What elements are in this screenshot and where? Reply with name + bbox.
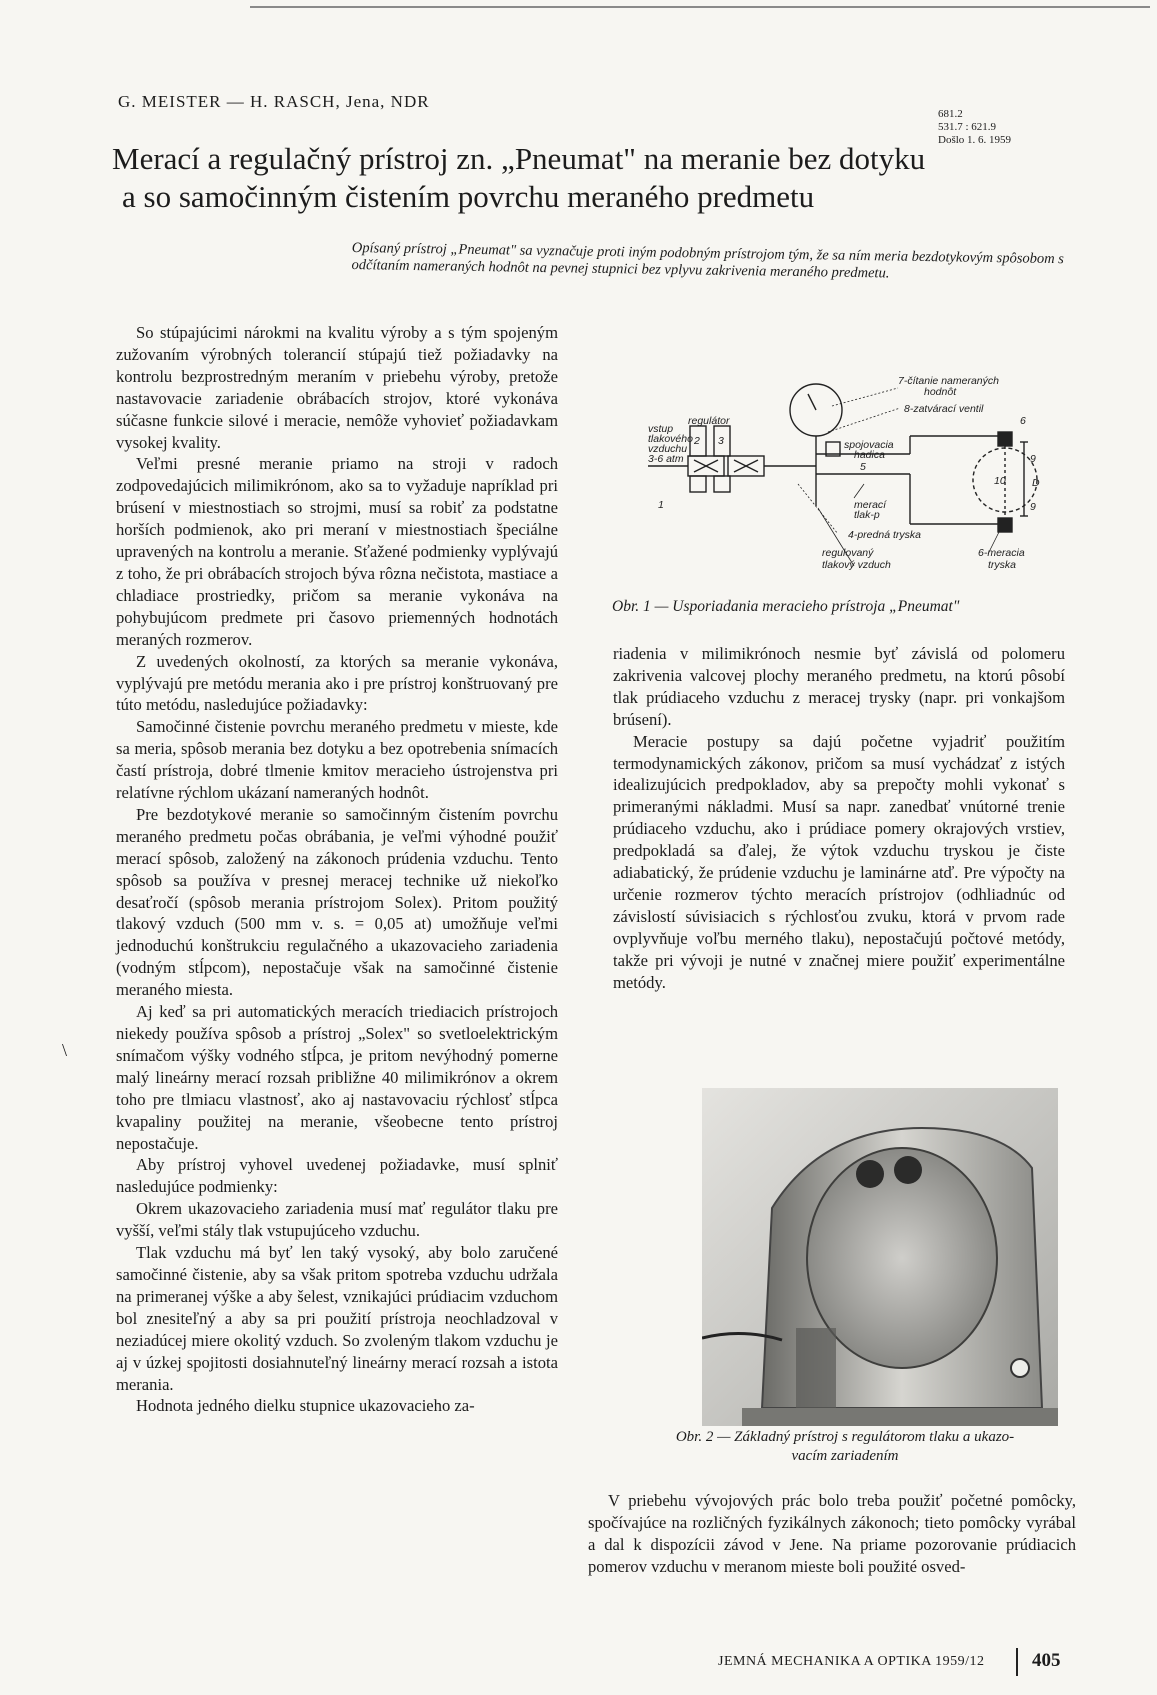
udc-line: 681.2 [938,108,963,120]
paragraph: Aby prístroj vyhovel uvedenej požiadavke, musí splniť nasledujúce podmienky: [116,1155,558,1197]
label-1: 1 [658,499,664,511]
paragraph: Hodnota jedného dielku stupnice ukazovacieho za- [136,1396,475,1416]
figure-2-caption [596,1428,1094,1466]
label-D: D [1032,477,1040,489]
label-3: 3 [718,435,724,447]
label-inlet: tlakového [648,433,693,445]
paragraph: Veľmi presné meranie priamo na stroji v radoch zodpovedajúcich milimikrónom, ako sa to vyžaduje napríklad pri brúsení v miestnostiach so strojmi, musí sa robiť za podstatne horších podmienok, ako pri meraní v miestnostiach špeciálne upravených na kontrolu a meranie. Sťažené podmienky vyplývajú z toho, že pri obrábacích strojoch býva rôzna nečistota, mastiace a chladiace prostriedky, pričom sa meranie vykonáva na pohybujúcom predmete pri časovo priemenných hodnotách meraných rozmerov. [116,454,558,649]
label-regulated-air: tlakový vzduch [822,559,891,571]
label-6: 6 [1020,415,1026,427]
label-regulated-air: regulovaný [822,547,874,559]
label-measuring-nozzle: 6-meracia [978,547,1025,559]
label-inlet: vstup [648,423,674,435]
article-title [112,140,1112,216]
paragraph: Okrem ukazovacieho zariadenia musí mať regulátor tlaku pre vyšší, veľmi stály tlak vstupujúceho vzduchu. [116,1199,558,1241]
footer-separator [1016,1648,1018,1676]
label-9: 9 [1030,453,1036,465]
label-hose: hadica [854,449,885,461]
label-7: 7-čítanie nameraných [898,375,999,387]
udc-line: 531.7 : 621.9 [938,121,997,133]
paragraph: Pre bezdotykové meranie so samočinným čistením povrchu meraného predmetu počas obrábania, je veľmi výhodné použiť merací spôsob, založený na zákonoch prúdenia vzduchu. Tento spôsob sa používa v presnej meracej technike už niekoľko desaťročí (spôsob merania prístrojom Solex). Pritom použitý tlakový vzduch (500 mm v. s. = 0,05 at) umožňuje veľmi jednoduchú konštrukciu regulačného a ukazovacieho zariadenia (vodným stĺpcom), nepostačuje však na samočinné čistenie meraného miesta. [116,804,558,1000]
margin-mark: \ [62,1040,68,1060]
paragraph: Samočinné čistenie povrchu meraného predmetu v mieste, kde sa meria, spôsob merania bez dotyku a bez opotrebenia snímacích častí prístroja, dobré tlmenie kmitov meracieho ústrojenstva pri relatívne rýchlom ukázaní nameraných hodnôt. [116,717,558,803]
caption-line: Obr. 2 — Základný prístroj s regulátorom tlaku a ukazo- [675,1429,1015,1445]
label-pressure: tlak-p [854,509,880,521]
figure-1-svg [648,358,1080,590]
paragraph: So stúpajúcimi nárokmi na kvalitu výroby a s tým spojeným zužovaním výrobných tolerancií stúpajú tiež požiadavky na kontrolu bezprostredným meraním v priebehu výroby, pretože nastavovacie zariadenie obrábacích strojov, ktoré vykonáva súčasne funkcie silové i meracie, nemôže vyhovieť požiadavkam vysokej kvality. [116,323,558,452]
paragraph: V priebehu vývojových prác bolo treba použiť početné pomôcky, spočívajúce na rozličných fyzikálnych zákonoch; tieto pomôcky vyrábal a dal k dispozícii závod v Jene. Na priame pozorovanie prúdiacich pomerov vzduchu v meranom mieste boli použité osved- [588,1491,1076,1576]
label-9b: 9 [1030,501,1036,513]
paragraph: Z uvedených okolností, za ktorých sa meranie vykonáva, vyplývajú pre metódu merania ako i pre prístroj konštruovaný pre túto metódu, nasledujúce požiadavky: [116,651,558,715]
paragraph: riadenia v milimikrónoch nesmie byť závislá od polomeru zakrivenia valcovej plochy meraného predmetu, na ktorú pôsobí tlak prúdiaceho vzduchu z meracej trysky (napr. pri vonkajšom brúsení). [613,644,1065,729]
title-line-2: a so samočinným čistením povrchu meraného predmetu [122,179,815,214]
bottom-right-column [588,1490,1076,1578]
label-5: 5 [860,461,866,473]
label-pressure: merací [854,499,887,511]
label-inlet: vzduchu [648,443,688,455]
received-date: Došlo 1. 6. 1959 [938,134,1012,146]
label-8: 8-zatvárací ventil [904,403,984,415]
label-front-nozzle: 4-predná tryska [848,529,921,541]
journal-footer: JEMNÁ MECHANIKA A OPTIKA 1959/12 [718,1654,985,1669]
figure-1-caption: Obr. 1 — Usporiadania meracieho prístroja „Pneumat" [612,598,960,615]
left-column [116,322,558,1417]
label-10: 10 [994,475,1006,487]
page-number: 405 [1032,1650,1061,1671]
abstract: Opísaný prístroj „Pneumat" sa vyznačuje proti iným podobným prístrojom tým, že sa ním meria bezdotykovým spôsobom s odčítaním nameraných hodnôt na pevnej stupnici bez vplyvu zakrivenia meraného predmetu. [351,240,1065,282]
label-hose: spojovacia [844,439,894,451]
right-column [613,643,1065,994]
title-line-1: Merací a regulačný prístroj zn. „Pneumat" na meranie bez dotyku [112,141,926,176]
label-regulator: regulátor [688,415,730,427]
authors: G. MEISTER — H. RASCH, Jena, NDR [118,92,430,111]
label-2: 2 [694,435,700,447]
figure-2-photo [702,1088,1058,1426]
paragraph: Tlak vzduchu má byť len taký vysoký, aby bolo zaručené samočinné čistenie, aby sa však pritom spotreba vzduchu udržala na primeranej výške a aby šelest, vznikajúci prúdiacim vzduchom bol znesiteľný a aby sa pri použití prístroja neochladzoval v neziadúcej miere okolitý vzduch. So zvoleným tlakom vzduchu je aj v úzkej spojitosti dosiahnuteľný lineárny merací rozsah a istota merania. [116,1243,558,1394]
paragraph: Meracie postupy sa dajú početne vyjadriť použitím termodynamických zákonov, pričom sa musí vychádzať z istých idealizujúcich predpokladov, aby sa prepočty mohli vykonať s primeranými nákladmi. Musí sa napr. zanedbať vnútorné trenie prúdiaceho vzduchu, ako i prúdiace pomery okrajových vrstiev, predpokladá sa ďalej, že výtok vzduchu tryskou je čiste adiabatický, že prúdenie vzduchu je laminárne atď. Pre výpočty na určenie rozmerov týchto meracích prístrojov (odhliadnúc od závislostí súvisiacich s rýchlosťou zvuku, ktorá v prvom rade ovplyvňuje voľbu merného tlaku), nepostačujú počtové metódy, takže pri vývoji je nutné v značnej miere použiť experimentálne metódy. [613,731,1065,992]
paragraph: Aj keď sa pri automatických meracích triediacich prístrojoch niekedy používa spôsob a prístroj „Solex" so svetloelektrickým snímačom výšky vodného stĺpca, je pritom nevýhodný pomerne malý lineárny merací rozsah približne 40 milimikrónov a okrem toho pre tlmiacu vlastnosť, ako aj nastavovaciu rýchlosť stĺpca kvapaliny použitej na meranie, všeobecne tento prístroj nepostačuje. [116,1002,558,1153]
label-inlet: 3-6 atm [648,453,684,465]
label-7b: hodnôt [924,386,957,398]
caption-line: vacím zariadením [791,1448,899,1464]
label-measuring-nozzle: tryska [988,559,1017,571]
figure-1-diagram [648,358,1080,590]
device-photo-svg [702,1088,1058,1426]
top-rule [250,6,1150,8]
